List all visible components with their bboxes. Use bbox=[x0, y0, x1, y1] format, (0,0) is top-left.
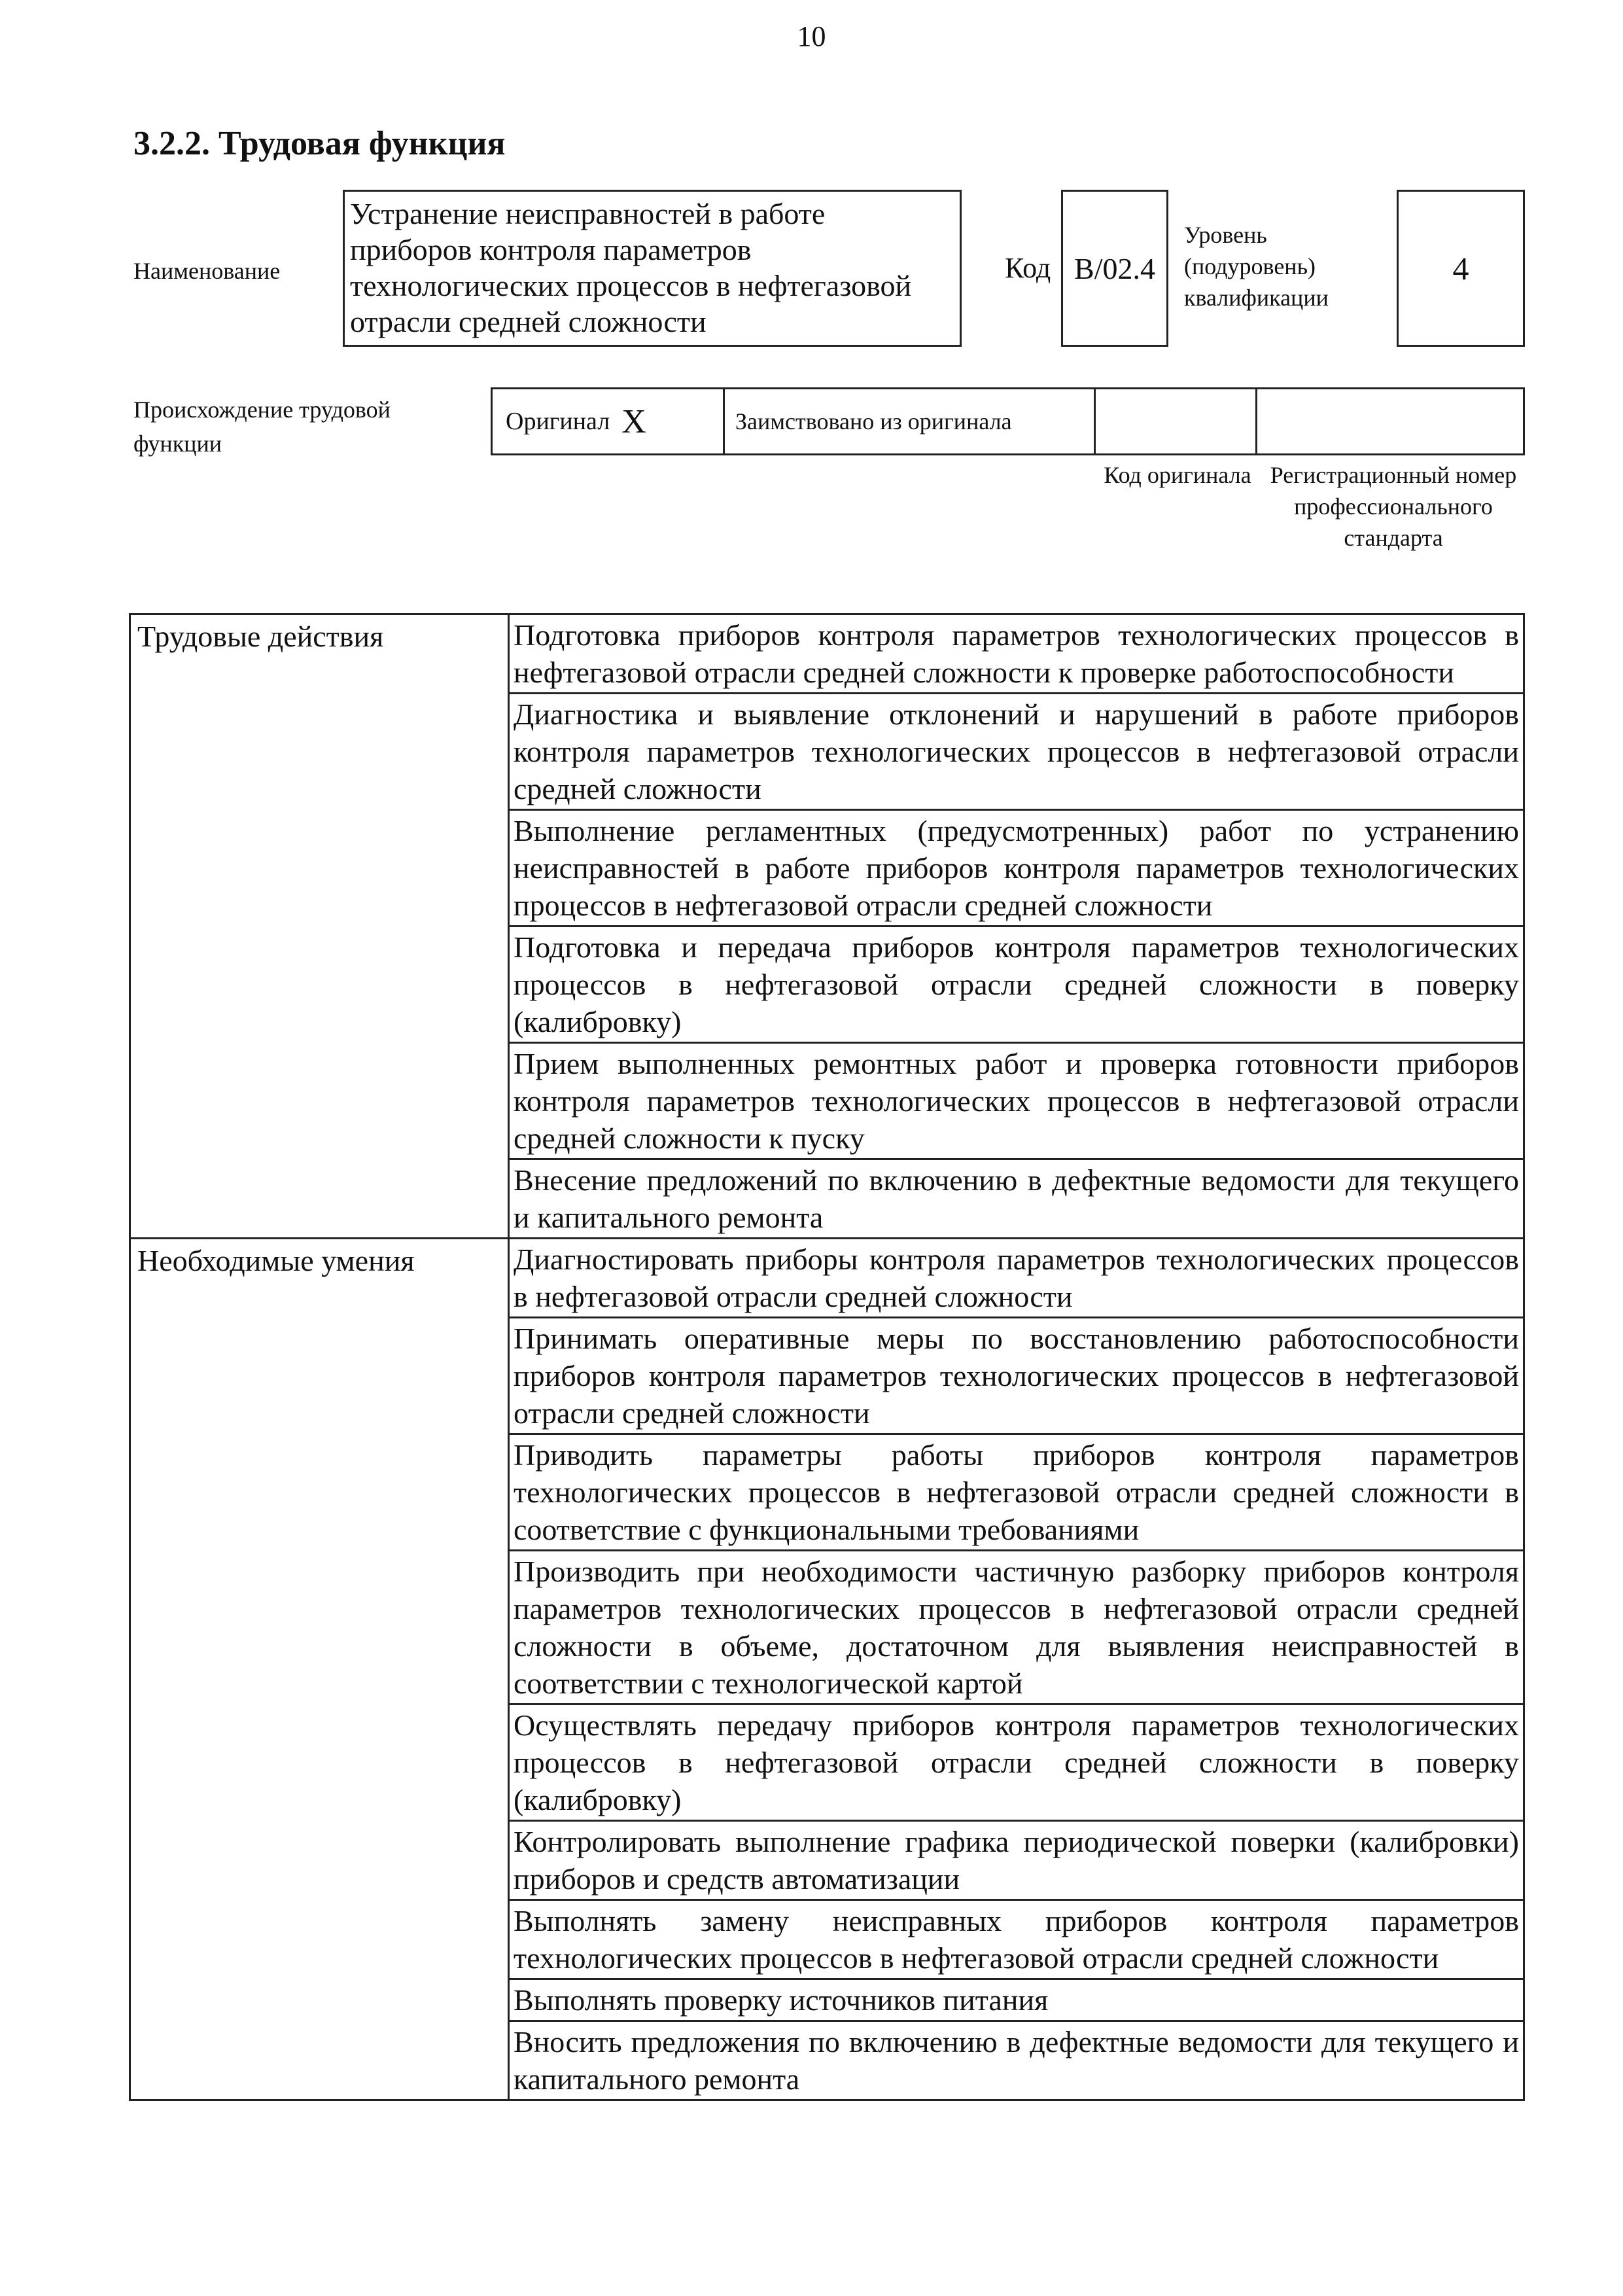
table-row bbox=[130, 614, 1524, 694]
skill-item: Производить при необходимости частичную разборку приборов контроля параметров технологических процессов в нефтегазовой отрасли средней сложности в объеме, достаточном для выявления неисправностей в соответствии с технологической картой bbox=[509, 1551, 1524, 1704]
origin-reg-number-cell bbox=[1255, 387, 1525, 455]
origin-reg-caption: Регистрационный номер профессионального стандарта bbox=[1270, 462, 1517, 551]
labor-action-item: Внесение предложений по включению в дефектные ведомости для текущего и капитального ремонта bbox=[509, 1159, 1524, 1239]
origin-label: Происхождение трудовой функции bbox=[133, 397, 391, 457]
skill-item: Диагностировать приборы контроля параметров технологических процессов в нефтегазовой отрасли средней сложности bbox=[509, 1239, 1524, 1318]
level-label-line-2: (подуровень) bbox=[1184, 253, 1316, 279]
labor-action-item: Выполнение регламентных (предусмотренных) работ по устранению неисправностей в работе приборов контроля параметров технологических процессов в нефтегазовой отрасли средней сложности bbox=[509, 810, 1524, 927]
origin-original-mark: X bbox=[621, 402, 646, 440]
labor-actions-label: Трудовые действия bbox=[130, 614, 509, 1239]
level-label bbox=[1184, 219, 1329, 313]
level-label-line-3: квалификации bbox=[1184, 285, 1329, 311]
required-skills-label: Необходимые умения bbox=[130, 1239, 509, 2100]
level-label-line-1: Уровень bbox=[1184, 222, 1267, 248]
skill-item: Выполнять замену неисправных приборов контроля параметров технологических процессов в нефтегазовой отрасли средней сложности bbox=[509, 1900, 1524, 1979]
skill-item: Осуществлять передачу приборов контроля параметров технологических процессов в нефтегазовой отрасли средней сложности в поверку (калибровку) bbox=[509, 1704, 1524, 1821]
section-title: 3.2.2. Трудовая функция bbox=[133, 125, 506, 162]
labor-action-item: Подготовка приборов контроля параметров технологических процессов в нефтегазовой отрасли средней сложности к проверке работоспособности bbox=[509, 614, 1524, 694]
function-name-value: Устранение неисправностей в работе приборов контроля параметров технологических процессов в нефтегазовой отрасли средней сложности bbox=[343, 190, 962, 347]
origin-code-caption: Код оригинала bbox=[1104, 462, 1251, 488]
page-number: 10 bbox=[797, 20, 826, 52]
skill-item: Приводить параметры работы приборов контроля параметров технологических процессов в нефтегазовой отрасли средней сложности в соответствие с функциональными требованиями bbox=[509, 1434, 1524, 1551]
function-code-value: B/02.4 bbox=[1061, 190, 1168, 347]
labor-action-item: Диагностика и выявление отклонений и нарушений в работе приборов контроля параметров технологических процессов в нефтегазовой отрасли средней сложности bbox=[509, 694, 1524, 810]
origin-borrowed-cell: Заимствовано из оригинала bbox=[723, 387, 1096, 455]
skill-item: Принимать оперативные меры по восстановлению работоспособности приборов контроля параметров технологических процессов в нефтегазовой отрасли средней сложности bbox=[509, 1318, 1524, 1434]
origin-original-cell bbox=[491, 387, 725, 455]
table-row bbox=[130, 1239, 1524, 1318]
function-details-table bbox=[129, 613, 1525, 2101]
origin-code-cell bbox=[1094, 387, 1257, 455]
code-label: Код bbox=[1005, 252, 1051, 284]
qualification-level-value: 4 bbox=[1397, 190, 1525, 347]
origin-original-label: Оригинал bbox=[506, 408, 610, 435]
skill-item: Контролировать выполнение графика периодической поверки (калибровки) приборов и средств автоматизации bbox=[509, 1821, 1524, 1900]
labor-action-item: Прием выполненных ремонтных работ и проверка готовности приборов контроля параметров технологических процессов в нефтегазовой отрасли средней сложности к пуску bbox=[509, 1043, 1524, 1159]
skill-item: Выполнять проверку источников питания bbox=[509, 1979, 1524, 2021]
name-label: Наименование bbox=[133, 258, 281, 284]
labor-action-item: Подготовка и передача приборов контроля параметров технологических процессов в нефтегазовой отрасли средней сложности в поверку (калибровку) bbox=[509, 927, 1524, 1043]
skill-item: Вносить предложения по включению в дефектные ведомости для текущего и капитального ремонта bbox=[509, 2021, 1524, 2100]
